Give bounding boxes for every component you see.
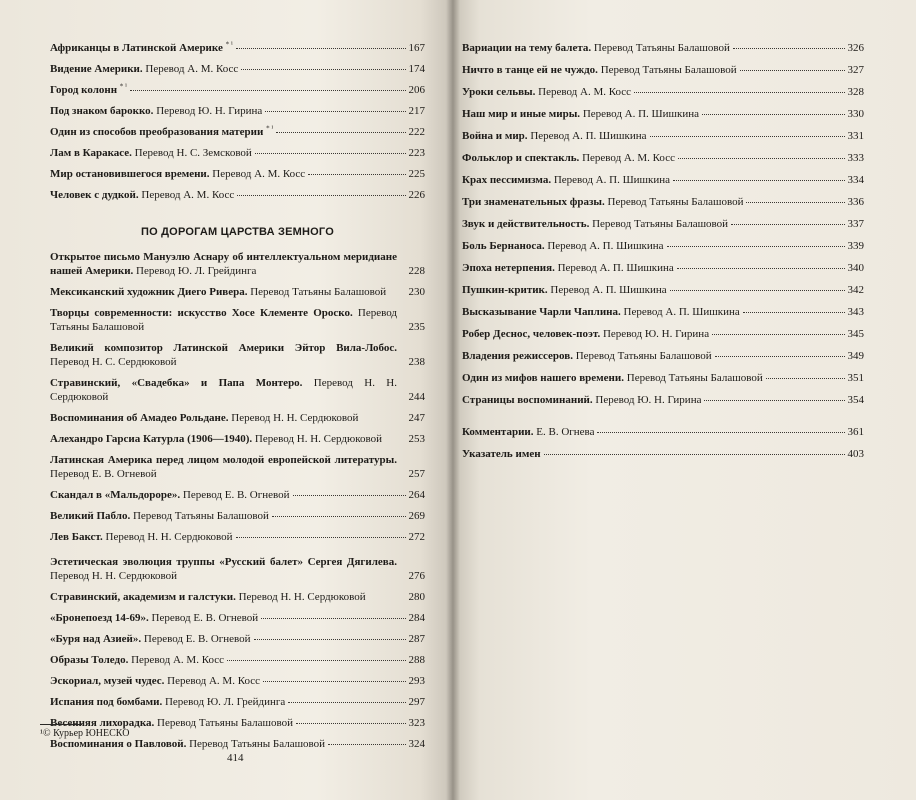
entry-translator: Перевод Н. Н. Сердюковой [50, 570, 178, 582]
dot-leader [667, 245, 845, 247]
entry-page-number: 167 [408, 42, 425, 54]
entry-translator: Перевод Татьяны Балашовой [157, 717, 293, 729]
entry-text [50, 653, 224, 667]
entry-title: Открытое письмо Мануэлю Аснару об интеллектуальном меридиане нашей Америки. [50, 251, 397, 277]
entry-text [50, 125, 273, 139]
entry-title: Город колонн [50, 84, 118, 96]
dot-leader [237, 194, 405, 196]
toc-entry [462, 217, 864, 239]
entry-text [50, 737, 325, 751]
entry-page-number: 222 [408, 126, 425, 138]
entry-title: Эстетическая эволюция труппы «Русский балет» Сергея Дягилева. [50, 556, 397, 568]
entry-title: Ничто в танце ей не чуждо. [462, 64, 598, 76]
footnote-mark: * ¹ [266, 125, 274, 133]
entry-page-number: 226 [408, 189, 425, 201]
entry-title: Великий композитор Латинской Америки Эйтор Вила-Лобос. [50, 342, 397, 354]
entry-translator: Перевод Татьяны Балашовой [250, 286, 387, 298]
toc-entry [50, 104, 425, 125]
dot-leader [130, 89, 405, 91]
dot-leader [263, 680, 405, 682]
dot-leader [670, 289, 845, 291]
entry-page-number: 351 [847, 372, 864, 384]
entry-text [50, 453, 397, 481]
entry-page-number: 328 [847, 86, 864, 98]
toc-entry [50, 306, 425, 334]
entry-text [462, 371, 763, 385]
entry-page-number: 247 [408, 412, 425, 424]
entry-text [50, 104, 262, 118]
dot-leader [236, 536, 406, 538]
entry-page-number: 333 [847, 152, 864, 164]
entry-translator: Перевод Татьяны Балашовой [593, 42, 730, 54]
entry-translator: Перевод Ю. Н. Гирина [602, 328, 710, 340]
toc-entry [462, 63, 864, 85]
entry-page-number: 264 [408, 489, 425, 501]
toc-entry [462, 425, 864, 447]
entry-page-number: 253 [408, 433, 425, 445]
entry-page-number: 326 [847, 42, 864, 54]
entry-text [50, 555, 397, 583]
entry-translator: Перевод А. М. Косс [145, 63, 239, 75]
left-page [0, 0, 452, 800]
entry-translator: Перевод Ю. Л. Грейдинга [136, 265, 257, 277]
entry-text [50, 83, 127, 97]
entry-title: «Бронепоезд 14-69». [50, 612, 149, 624]
entry-text [50, 285, 397, 299]
dot-leader [288, 701, 405, 703]
entry-translator: Перевод Татьяны Балашовой [575, 350, 712, 362]
entry-page-number: 336 [847, 196, 864, 208]
dot-leader [276, 131, 405, 133]
entry-translator: Перевод Ю. Л. Грейдинга [164, 696, 286, 708]
dot-leader [731, 223, 844, 225]
entry-title: Человек с дудкой. [50, 189, 139, 201]
entry-text [462, 393, 701, 407]
footnote-mark: * ¹ [225, 41, 233, 49]
entry-page-number: 272 [408, 531, 425, 543]
entry-text [50, 432, 397, 446]
dot-leader [241, 68, 405, 70]
toc-entry [462, 85, 864, 107]
entry-text [50, 167, 305, 181]
toc-entry [50, 83, 425, 104]
entry-title: Африканцы в Латинской Америке [50, 42, 223, 54]
entry-text [462, 217, 728, 231]
toc-entry [50, 695, 425, 716]
entry-title: Лам в Каракасе. [50, 147, 132, 159]
toc-entry [50, 188, 425, 209]
toc-entry [50, 341, 425, 369]
toc-group-back-matter [462, 425, 864, 469]
dot-leader [634, 91, 844, 93]
dot-leader [743, 311, 845, 313]
entry-title: Пушкин-критик. [462, 284, 548, 296]
entry-page-number: 339 [847, 240, 864, 252]
entry-page-number: 330 [847, 108, 864, 120]
dot-leader [293, 494, 406, 496]
dot-leader [715, 355, 845, 357]
toc-entry [50, 653, 425, 674]
dot-leader [261, 617, 405, 619]
entry-translator: Перевод Е. В. Огневой [143, 633, 251, 645]
toc-entry [50, 125, 425, 146]
entry-translator: Перевод Татьяны Балашовой [626, 372, 763, 384]
entry-page-number: 257 [408, 468, 425, 480]
entry-title: Один из мифов нашего времени. [462, 372, 624, 384]
entry-page-number: 269 [408, 510, 425, 522]
entry-translator: Перевод Е. В. Огневой [50, 468, 157, 480]
entry-title: Наш мир и иные миры. [462, 108, 581, 120]
toc-entry [462, 41, 864, 63]
entry-title: Уроки сельвы. [462, 86, 536, 98]
entry-page-number: 238 [408, 356, 425, 368]
toc-entry [50, 453, 425, 481]
entry-title: Боль Бернаноса. [462, 240, 545, 252]
entry-translator: Перевод Н. С. Сердюковой [50, 356, 177, 368]
entry-text [462, 63, 737, 77]
entry-title: Эскориал, музей чудес. [50, 675, 165, 687]
toc-entry [462, 107, 864, 129]
entry-page-number: 342 [847, 284, 864, 296]
entry-page-number: 235 [408, 321, 425, 333]
entry-title: Мексиканский художник Диего Ривера. [50, 286, 248, 298]
entry-title: Владения режиссеров. [462, 350, 573, 362]
entry-text [462, 447, 541, 461]
toc-entry [50, 411, 425, 425]
entry-translator: Перевод Ю. Н. Гирина [595, 394, 702, 406]
toc-entry [50, 250, 425, 278]
entry-translator: Перевод А. М. Косс [582, 152, 675, 164]
toc-entry [50, 611, 425, 632]
entry-translator: Перевод Татьяны Балашовой [189, 738, 326, 750]
entry-title: Стравинский, «Свадебка» и Папа Монтеро. [50, 377, 303, 389]
entry-title: Один из способов преобразования материи [50, 126, 264, 138]
entry-title: Эпоха нетерпения. [462, 262, 555, 274]
entry-page-number: 225 [408, 168, 425, 180]
entry-text [462, 151, 675, 165]
toc-right-column [462, 41, 864, 469]
dot-leader [733, 47, 845, 49]
entry-title: Мир остановившегося времени. [50, 168, 210, 180]
entry-translator: Перевод Татьяны Балашовой [592, 218, 729, 230]
dot-leader [746, 201, 844, 203]
entry-page-number: 331 [847, 130, 864, 142]
entry-text [50, 146, 252, 160]
entry-text [50, 341, 397, 369]
dot-leader [677, 267, 845, 269]
book-gutter [446, 0, 460, 800]
dot-leader [296, 722, 406, 724]
toc-entry [462, 371, 864, 393]
entry-page-number: 334 [847, 174, 864, 186]
toc-entry [462, 151, 864, 173]
toc-entry [50, 590, 425, 604]
entry-title: Страницы воспоминаний. [462, 394, 593, 406]
dot-leader [544, 453, 845, 455]
entry-text [462, 195, 743, 209]
page-number: 414 [227, 752, 244, 764]
entry-translator: Перевод А. М. Косс [212, 168, 306, 180]
entry-title: Алехандро Гарсиа Катурла (1906—1940). [50, 433, 253, 445]
entry-text [50, 41, 233, 55]
dot-leader [272, 515, 406, 517]
entry-translator: Перевод Татьяны Балашовой [132, 510, 269, 522]
entry-text [462, 349, 712, 363]
entry-page-number: 340 [847, 262, 864, 274]
entry-text [50, 62, 238, 76]
entry-translator: Перевод А. М. Косс [141, 189, 235, 201]
entry-page-number: 324 [408, 738, 425, 750]
entry-text [50, 411, 397, 425]
entry-translator: Перевод Н. Н. Сердюковой [254, 433, 382, 445]
entry-translator: Перевод Татьяны Балашовой [607, 196, 744, 208]
toc-left-column [50, 41, 425, 758]
entry-page-number: 284 [408, 612, 425, 624]
entry-page-number: 228 [408, 265, 425, 277]
toc-entry [50, 432, 425, 446]
entry-translator: Перевод А. П. Шишкина [547, 240, 664, 252]
entry-page-number: 223 [408, 147, 425, 159]
entry-translator: Перевод А. П. Шишкина [553, 174, 671, 186]
entry-text [50, 306, 397, 334]
entry-title: Латинская Америка перед лицом молодой европейской литературы. [50, 454, 397, 466]
dot-leader [702, 113, 844, 115]
entry-translator: Перевод Н. Н. Сердюковой [50, 377, 397, 403]
entry-text [50, 488, 290, 502]
entry-title: Весенняя лихорадка. [50, 717, 155, 729]
toc-entry [462, 261, 864, 283]
entry-text [462, 41, 730, 55]
toc-group-top [50, 41, 425, 209]
toc-entry [50, 146, 425, 167]
entry-page-number: 217 [408, 105, 425, 117]
entry-page-number: 297 [408, 696, 425, 708]
entry-translator: Перевод Е. В. Огневой [182, 489, 290, 501]
toc-entry [462, 195, 864, 217]
toc-entry [462, 283, 864, 305]
dot-leader [704, 399, 844, 401]
dot-leader [255, 152, 406, 154]
entry-text [50, 632, 251, 646]
dot-leader [308, 173, 405, 175]
entry-text [50, 250, 397, 278]
entry-title: Воспоминания о Павловой. [50, 738, 187, 750]
entry-page-number: 174 [408, 63, 425, 75]
entry-title: Три знаменательных фразы. [462, 196, 605, 208]
toc-entry [50, 285, 425, 299]
entry-title: «Буря над Азией». [50, 633, 142, 645]
toc-entry [50, 509, 425, 530]
entry-page-number: 206 [408, 84, 425, 96]
dot-leader [328, 743, 405, 745]
entry-translator: Перевод Татьяны Балашовой [50, 307, 398, 333]
entry-text [462, 107, 699, 121]
toc-entry [50, 167, 425, 188]
entry-title: Фольклор и спектакль. [462, 152, 580, 164]
entry-title: Видение Америки. [50, 63, 143, 75]
entry-text [462, 425, 594, 439]
entry-text [462, 173, 670, 187]
entry-title: Крах пессимизма. [462, 174, 552, 186]
entry-translator: Перевод А. П. Шишкина [582, 108, 700, 120]
toc-entry [462, 173, 864, 195]
entry-translator: Перевод Н. Н. Сердюковой [231, 412, 359, 424]
dot-leader [678, 157, 845, 159]
toc-entry [50, 488, 425, 509]
dot-leader [766, 377, 845, 379]
toc-entry [50, 530, 425, 551]
entry-title: Вариации на тему балета. [462, 42, 592, 54]
entry-translator: Перевод А. П. Шишкина [530, 130, 647, 142]
section-heading: ПО ДОРОГАМ ЦАРСТВА ЗЕМНОГО [141, 226, 334, 238]
footnote [40, 724, 129, 739]
entry-text [462, 239, 664, 253]
toc-gap [462, 415, 864, 425]
entry-translator: Перевод А. М. Косс [167, 675, 261, 687]
entry-page-number: 244 [408, 391, 425, 403]
entry-page-number: 323 [408, 717, 425, 729]
entry-title: Творцы современности: искусство Хосе Клементе Ороско. [50, 307, 353, 319]
entry-text [50, 188, 234, 202]
entry-translator: Перевод А. П. Шишкина [550, 284, 667, 296]
entry-page-number: 345 [847, 328, 864, 340]
entry-translator: Перевод А. М. Косс [538, 86, 632, 98]
dot-leader [712, 333, 844, 335]
entry-title: Скандал в «Мальдороре». [50, 489, 181, 501]
entry-translator: Перевод Татьяны Балашовой [600, 64, 737, 76]
entry-translator: Перевод Н. Н. Сердюковой [105, 531, 233, 543]
toc-group-right [462, 41, 864, 415]
dot-leader [650, 135, 845, 137]
entry-translator: Перевод Н. Н. Сердюковой [238, 591, 366, 603]
toc-entry [50, 62, 425, 83]
toc-group-section [50, 250, 425, 758]
dot-leader [227, 659, 405, 661]
entry-translator: Е. В. Огнева [536, 426, 595, 438]
entry-text [50, 674, 260, 688]
toc-entry [50, 41, 425, 62]
dot-leader [673, 179, 844, 181]
entry-title: Великий Пабло. [50, 510, 131, 522]
entry-title: Воспоминания об Амадео Рольдане. [50, 412, 229, 424]
entry-title: Под знаком барокко. [50, 105, 154, 117]
toc-entry [462, 129, 864, 151]
entry-text [50, 509, 269, 523]
entry-page-number: 337 [847, 218, 864, 230]
footnote-mark: * ¹ [119, 83, 128, 91]
entry-text [462, 305, 740, 319]
entry-translator: Перевод Е. В. Огневой [151, 612, 259, 624]
entry-page-number: 276 [408, 570, 425, 582]
entry-title: Стравинский, академизм и галстуки. [50, 591, 236, 603]
dot-leader [740, 69, 845, 71]
toc-entry [462, 349, 864, 371]
entry-translator: Перевод А. М. Косс [131, 654, 225, 666]
entry-text [50, 376, 397, 404]
entry-page-number: 288 [408, 654, 425, 666]
entry-text [50, 530, 233, 544]
entry-page-number: 361 [847, 426, 864, 438]
toc-entry [462, 447, 864, 469]
entry-title: Война и мир. [462, 130, 528, 142]
entry-title: Испания под бомбами. [50, 696, 163, 708]
entry-page-number: 343 [847, 306, 864, 318]
entry-translator: Перевод А. П. Шишкина [557, 262, 674, 274]
entry-text [462, 283, 667, 297]
entry-title: Указатель имен [462, 448, 541, 460]
toc-entry [462, 239, 864, 261]
entry-text [462, 85, 631, 99]
entry-text [50, 695, 285, 709]
entry-text [50, 590, 397, 604]
dot-leader [254, 638, 406, 640]
entry-title: Робер Деснос, человек-поэт. [462, 328, 601, 340]
entry-title: Комментарии. [462, 426, 534, 438]
dot-leader [597, 431, 844, 433]
toc-entry [50, 632, 425, 653]
entry-translator: Перевод Ю. Н. Гирина [156, 105, 263, 117]
entry-page-number: 354 [847, 394, 864, 406]
toc-entry [50, 555, 425, 583]
entry-text [50, 611, 258, 625]
entry-page-number: 230 [408, 286, 425, 298]
entry-text [462, 129, 647, 143]
toc-entry [462, 327, 864, 349]
entry-text [462, 261, 674, 275]
footnote-rule [40, 724, 82, 725]
toc-entry [50, 376, 425, 404]
entry-title: Образы Толедо. [50, 654, 129, 666]
entry-translator: Перевод А. П. Шишкина [623, 306, 740, 318]
entry-title: Лев Бакст. [50, 531, 103, 543]
entry-page-number: 349 [847, 350, 864, 362]
dot-leader [236, 47, 406, 49]
entry-page-number: 287 [408, 633, 425, 645]
entry-text [462, 327, 709, 341]
entry-translator: Перевод Н. С. Земсковой [134, 147, 252, 159]
entry-title: Высказывание Чарли Чаплина. [462, 306, 621, 318]
toc-entry [462, 305, 864, 327]
entry-page-number: 293 [408, 675, 425, 687]
entry-page-number: 403 [847, 448, 864, 460]
footnote-text: ¹© Курьер ЮНЕСКО [40, 728, 130, 739]
dot-leader [265, 110, 405, 112]
toc-entry [462, 393, 864, 415]
entry-page-number: 280 [408, 591, 425, 603]
entry-page-number: 327 [847, 64, 864, 76]
toc-entry [50, 674, 425, 695]
entry-title: Звук и действительность. [462, 218, 590, 230]
